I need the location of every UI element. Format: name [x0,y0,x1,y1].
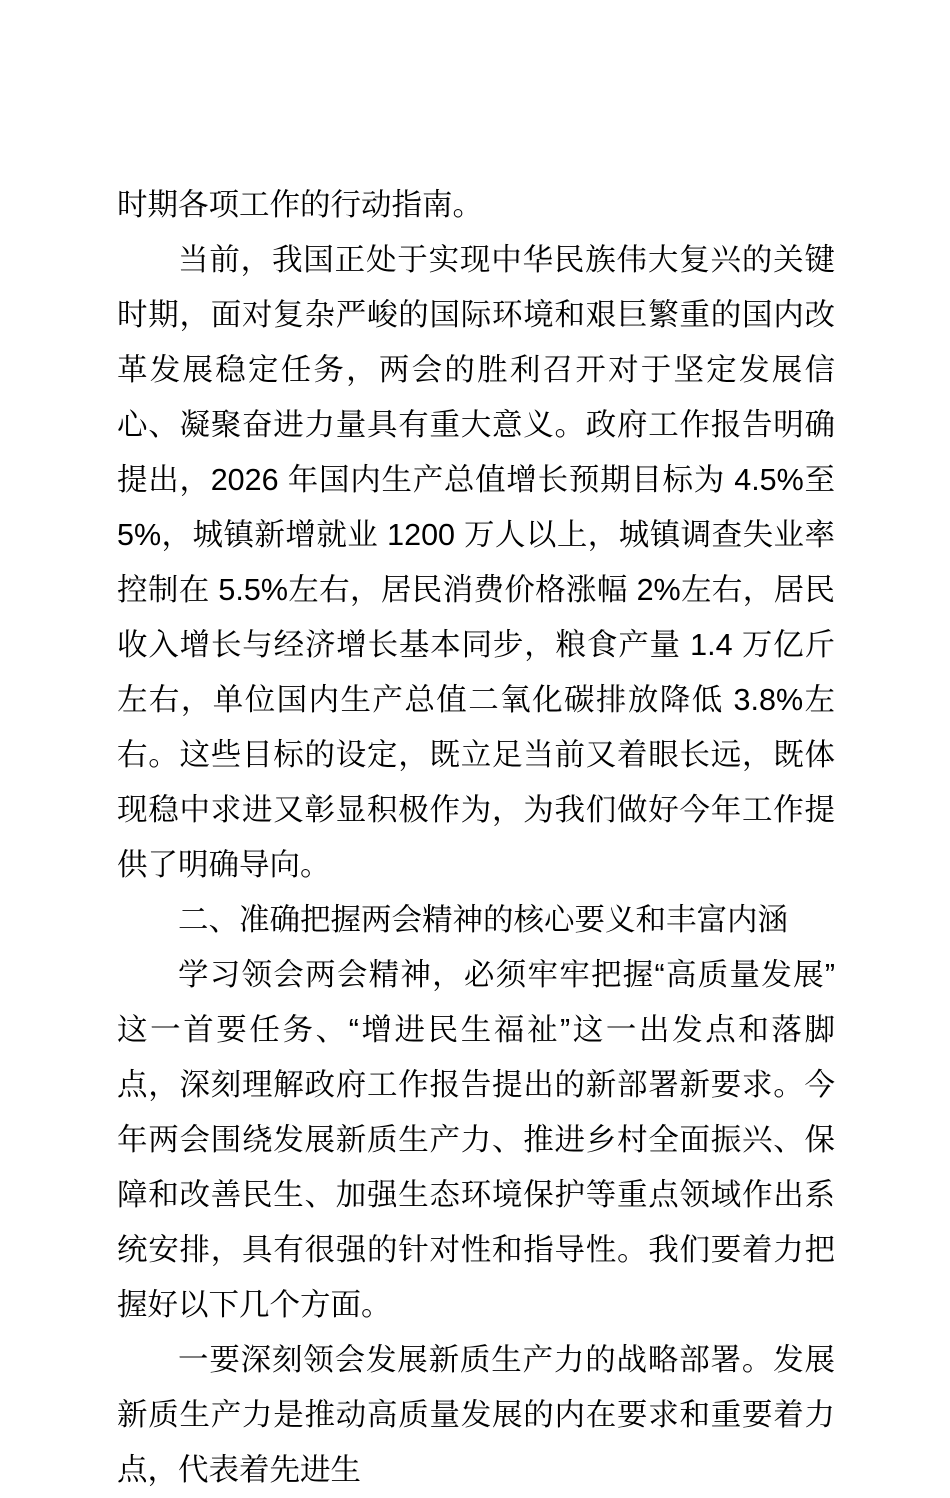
paragraph-core-meaning: 学习领会两会精神，必须牢牢把握“高质量发展”这一首要任务、“增进民生福祉”这一出发点和落脚点，深刻理解政府工作报告提出的新部署新要求。今年两会围绕发展新质生产力、推进乡村全面振兴、保障和改善民生、加强生态环境保护等重点领域作出系统安排，具有很强的针对性和指导性。我们要着力把握好以下几个方面。 [117,958,835,1322]
document-text-column [117,178,835,1498]
paragraph-point-one: 一要深刻领会发展新质生产力的战略部署。发展新质生产力是推动高质量发展的内在要求和重要着力点，代表着先进生 [117,1343,835,1487]
heading-section-two: 二、准确把握两会精神的核心要义和丰富内涵 [178,903,788,937]
paragraph-current-situation: 当前，我国正处于实现中华民族伟大复兴的关键时期，面对复杂严峻的国际环境和艰巨繁重的国内改革发展稳定任务，两会的胜利召开对于坚定发展信心、凝聚奋进力量具有重大意义。政府工作报告明确提出，2026 年国内生产总值增长预期目标为 4.5%至 5%，城镇新增就业 1200 万人以上，城镇调查失业率控制在 5.5%左右，居民消费价格涨幅 2%左右，居民收入增长与经济增长基本同步，粮食产量 1.4 万亿斤左右，单位国内生产总值二氧化碳排放降低 3.8%左右。这些目标的设定，既立足当前又着眼长远，既体现稳中求进又彰显积极作为，为我们做好今年工作提供了明确导向。 [117,243,835,882]
paragraph-continuation-line: 时期各项工作的行动指南。 [117,188,483,222]
